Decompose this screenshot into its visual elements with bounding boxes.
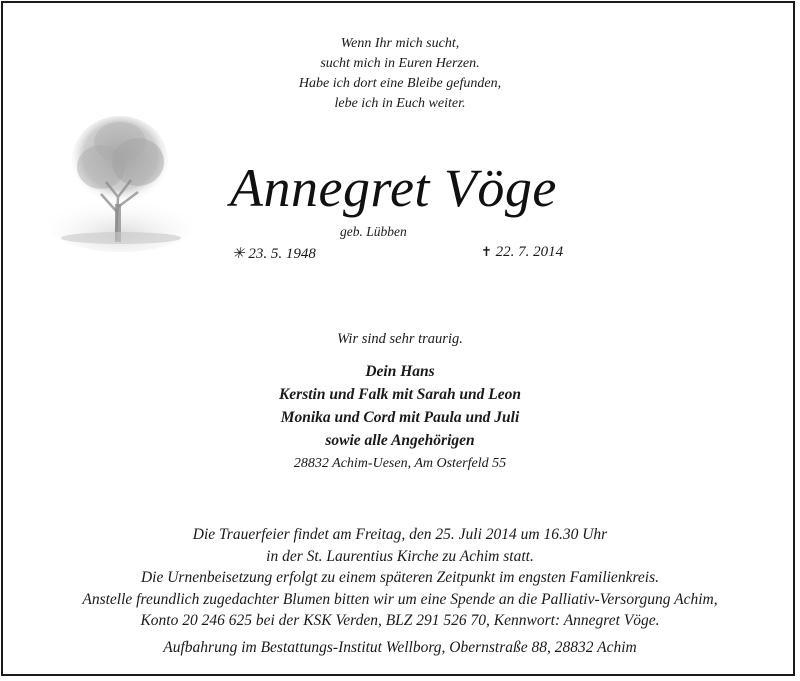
poem-line: Habe ich dort eine Bleibe gefunden, — [298, 76, 502, 91]
maiden-name: geb. Lübben — [340, 224, 407, 239]
mourner-line: Monika und Cord mit Paula und Juli — [280, 409, 520, 426]
notice-line: Die Urnenbeisetzung erfolgt zu einem späteren Zeitpunkt im engsten Familienkreis. — [140, 569, 659, 586]
mourners-list — [0, 360, 800, 452]
notice-line: in der St. Laurentius Kirche zu Achim statt. — [266, 547, 534, 565]
birth-star-icon: ✳ — [232, 246, 245, 262]
notice-line: Konto 20 246 625 bei der KSK Verden, BLZ 291 526 70, Kennwort: Annegret Vöge. — [140, 612, 660, 629]
mourner-line: Kerstin und Falk mit Sarah und Leon — [278, 386, 522, 403]
death-date: 22. 7. 2014 — [495, 244, 564, 260]
birth-date: 23. 5. 1948 — [248, 246, 316, 262]
cross-icon: ✝ — [481, 244, 492, 259]
mourners-intro: Wir sind sehr traurig. — [337, 331, 463, 347]
poem-line: sucht mich in Euren Herzen. — [320, 56, 480, 71]
deceased-name: Annegret Vöge — [230, 158, 557, 218]
family-address: 28832 Achim-Uesen, Am Osterfeld 55 — [293, 456, 507, 471]
death-date-line — [481, 244, 563, 261]
funeral-notice — [0, 524, 800, 632]
tree-image — [46, 112, 196, 252]
notice-line: Die Trauerfeier findet am Freitag, den 25. Juli 2014 um 16.30 Uhr — [192, 526, 608, 543]
laying-out-notice: Aufbahrung im Bestattungs-Institut Wellborg, Obernstraße 88, 28832 Achim — [163, 639, 637, 656]
mourner-line: sowie alle Angehörigen — [325, 432, 475, 449]
poem-line: lebe ich in Euch weiter. — [334, 96, 466, 111]
birth-date-line — [232, 244, 316, 263]
poem — [0, 34, 800, 114]
mourner-line: Dein Hans — [365, 363, 435, 380]
poem-line: Wenn Ihr mich sucht, — [340, 36, 460, 51]
notice-line: Anstelle freundlich zugedachter Blumen bitten wir um eine Spende an die Palliativ-Versorgung Achim, — [82, 590, 718, 608]
